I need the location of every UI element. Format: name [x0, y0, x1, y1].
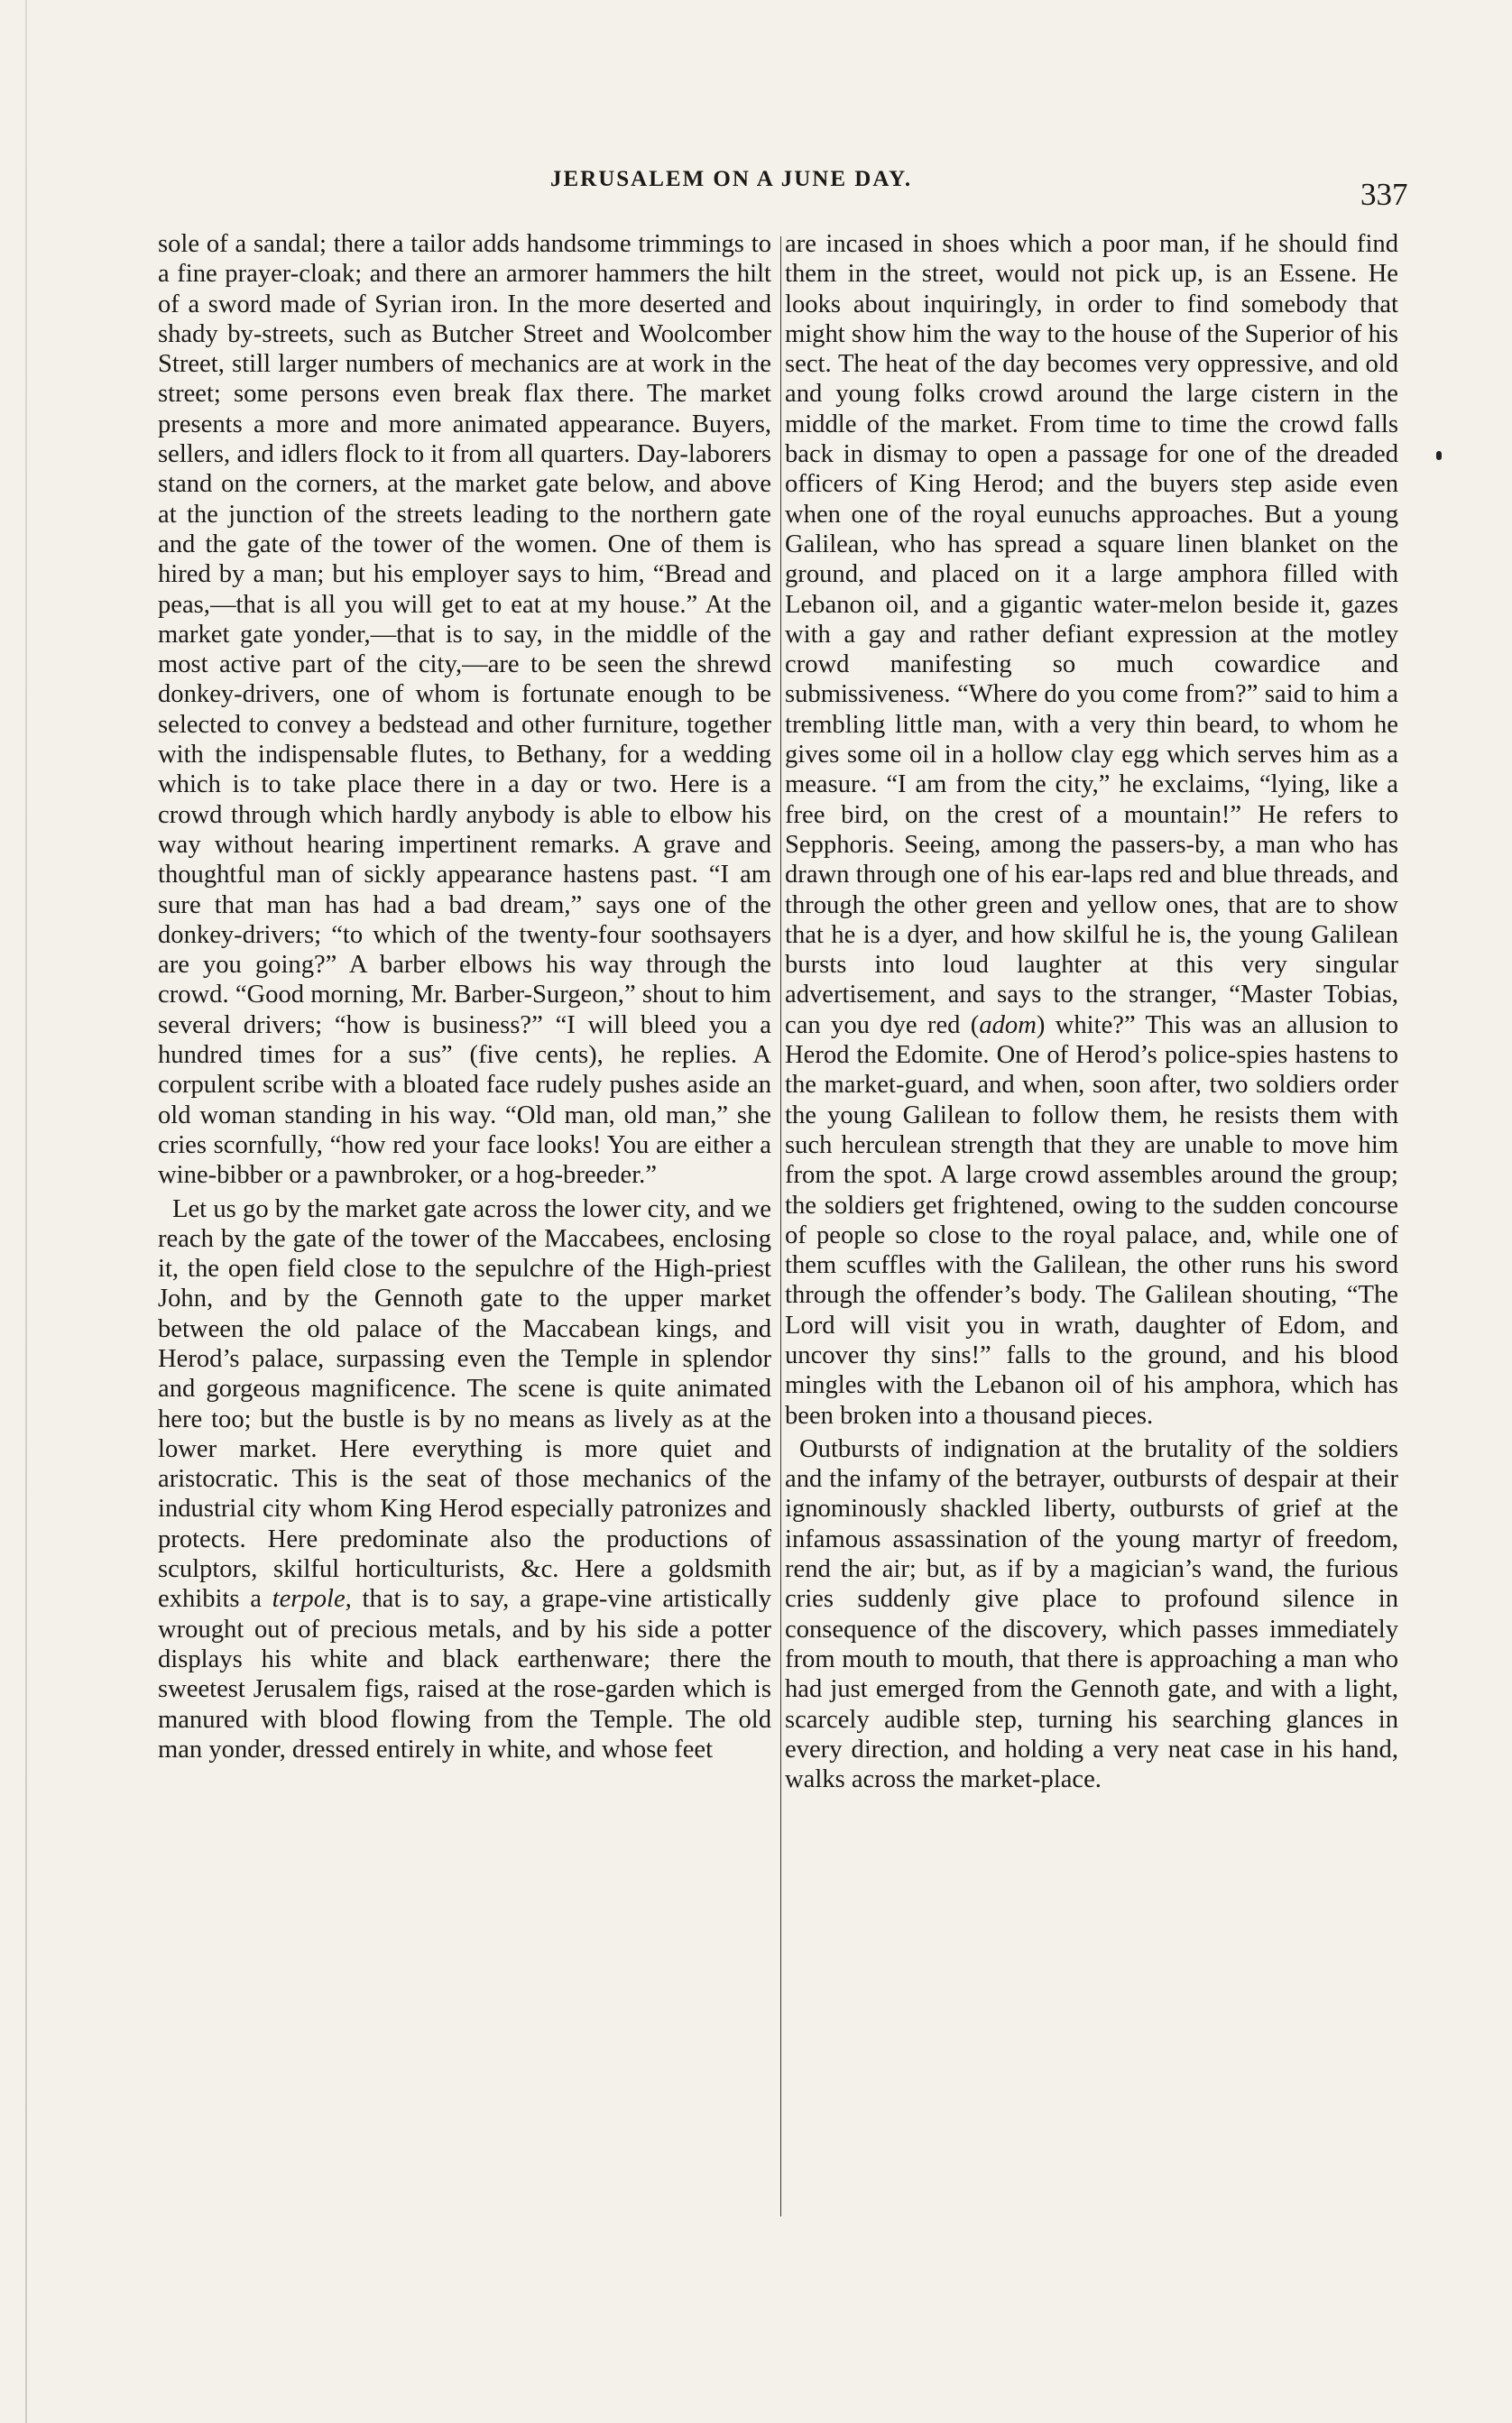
right-paragraph-1-tail: ) white?” This was an allusion to Herod the Edomite. One of Herod’s police-spies hastens to the market-guard, and when, soon after, two soldiers order the young Galilean to follow them, he resists them with such herculean strength that they are unable to move him from the spot. A large crowd assembles around the group; the soldiers get frightened, owing to the sudden concourse of people so close to the royal palace, and, while one of them scuffles with the Galilean, the other runs his sword through the offender’s body. The Galilean shouting, “The Lord will visit you in wrath, daughter of Edom, and uncover thy sins!” falls to the ground, and his blood mingles with the Lebanon oil of his amphora, which has been broken into a thousand pieces.	[785, 1010, 1398, 1430]
right-column	[785, 229, 1398, 1794]
right-paragraph-1	[785, 229, 1398, 1431]
running-title: JERUSALEM ON A JUNE DAY.	[550, 167, 913, 191]
left-paragraph-2	[158, 1194, 771, 1765]
italic-term-terpole: terpole,	[272, 1585, 352, 1614]
left-paragraph-2-text: Let us go by the market gate across the lower city, and we reach by the gate of the tower of the Maccabees, enclosing it, the open field close to the sepulchre of the High-priest John, and by the Gennoth gate to the upper market between the old palace of the Maccabean kings, and Herod’s palace, surpassing even the Temple in splendor and gorgeous magnificence. The scene is quite animated here too; but the bustle is by no means as lively as at the lower market. Here everything is more quiet and aristocratic. This is the seat of those mechanics of the industrial city whom King Herod especially patronizes and protects. Here predominate also the productions of sculptors, skilful horticulturists, &c. Here a goldsmith exhibits a	[158, 1194, 771, 1614]
left-paragraph-2-tail: that is to say, a grape-vine artistically wrought out of precious metals, and by his side a potter displays his white and black earthenware; there the sweetest Jerusalem figs, raised at the rose-garden which is manured with blood flowing from the Temple. The old man yonder, dressed entirely in white, and whose feet	[158, 1585, 772, 1764]
page-number: 337	[1360, 177, 1408, 212]
left-paragraph-1: sole of a sandal; there a tailor adds handsome trimmings to a fine prayer-cloak; and there an armorer hammers the hilt of a sword made of Syrian iron. In the more deserted and shady by-streets, such as Butcher Street and Woolcomber Street, still larger numbers of mechanics are at work in the street; some persons even break flax there. The market presents a more and more animated appearance. Buyers, sellers, and idlers flock to it from all quarters. Day-laborers stand on the corners, at the market gate below, and above at the junction of the streets leading to the northern gate and the gate of the tower of the women. One of them is hired by a man; but his employer says to him, “Bread and peas,—that is all you will get to eat at my house.” At the market gate yonder,—that is to say, in the middle of the most active part of the city,—are to be seen the shrewd donkey-drivers, one of whom is fortunate enough to be selected to convey a bedstead and other furniture, together with the indispensable flutes, to Bethany, for a wedding which is to take place there in a day or two. Here is a crowd through which hardly anybody is able to elbow his way without hearing impertinent remarks. A grave and thoughtful man of sickly appearance hastens past. “I am sure that man has had a bad dream,” says one of the donkey-drivers; “to which of the twenty-four soothsayers are you going?” A barber elbows his way through the crowd. “Good morning, Mr. Barber-Surgeon,” shout to him several drivers; “how is business?” “I will bleed you a hundred times for a sus” (five cents), he replies. A corpulent scribe with a bloated face rudely pushes aside an old woman standing in his way. “Old man, old man,” she cries scornfully, “how red your face looks! You are either a wine-bibber or a pawnbroker, or a hog-breeder.”	[158, 230, 771, 1190]
binding-margin-shadow	[25, 0, 27, 2423]
right-paragraph-1-text: are incased in shoes which a poor man, if he should find them in the street, would not pick up, is an Essene. He looks about inquiringly, in order to find somebody that might show him the way to the house of the Superior of his sect. The heat of the day becomes very oppressive, and old and young folks crowd around the large cistern in the middle of the market. From time to time the crowd falls back in dismay to open a passage for one of the dreaded officers of King Herod; and the buyers step aside even when one of the royal eunuchs approaches. But a young Galilean, who has spread a square linen blanket on the ground, and placed on it a large amphora filled with Lebanon oil, and a gigantic water-melon beside it, gazes with a gay and rather defiant expression at the motley crowd manifesting so much cowardice and submissiveness. “Where do you come from?” said to him a trembling little man, with a very thin beard, to whom he gives some oil in a hollow clay egg which serves him as a measure. “I am from the city,” he exclaims, “lying, like a free bird, on the crest of a mountain!” He refers to Sepphoris. Seeing, among the passers-by, a man who has drawn through one of his ear-laps red and blue threads, and through the other green and yellow ones, that are to show that he is a dyer, and how skilful he is, the young Galilean bursts into loud laughter at this very singular advertisement, and says to the stranger, “Master Tobias, can you dye red (	[785, 230, 1398, 1039]
column-divider	[780, 236, 781, 2216]
left-column	[158, 229, 771, 1764]
ink-speck	[1436, 451, 1442, 460]
italic-term-adom: adom	[979, 1010, 1037, 1039]
right-paragraph-2: Outbursts of indignation at the brutality of the soldiers and the infamy of the betrayer, outbursts of despair at their ignominously shackled liberty, outbursts of grief at the infamous assassination of the young martyr of freedom, rend the air; but, as if by a magician’s wand, the furious cries suddenly give place to profound silence in consequence of the discovery, which passes immediately from mouth to mouth, that there is approaching a man who had just emerged from the Gennoth gate, and with a light, scarcely audible step, turning his searching glances in every direction, and holding a very neat case in his hand, walks across the market-place.	[785, 1434, 1398, 1794]
